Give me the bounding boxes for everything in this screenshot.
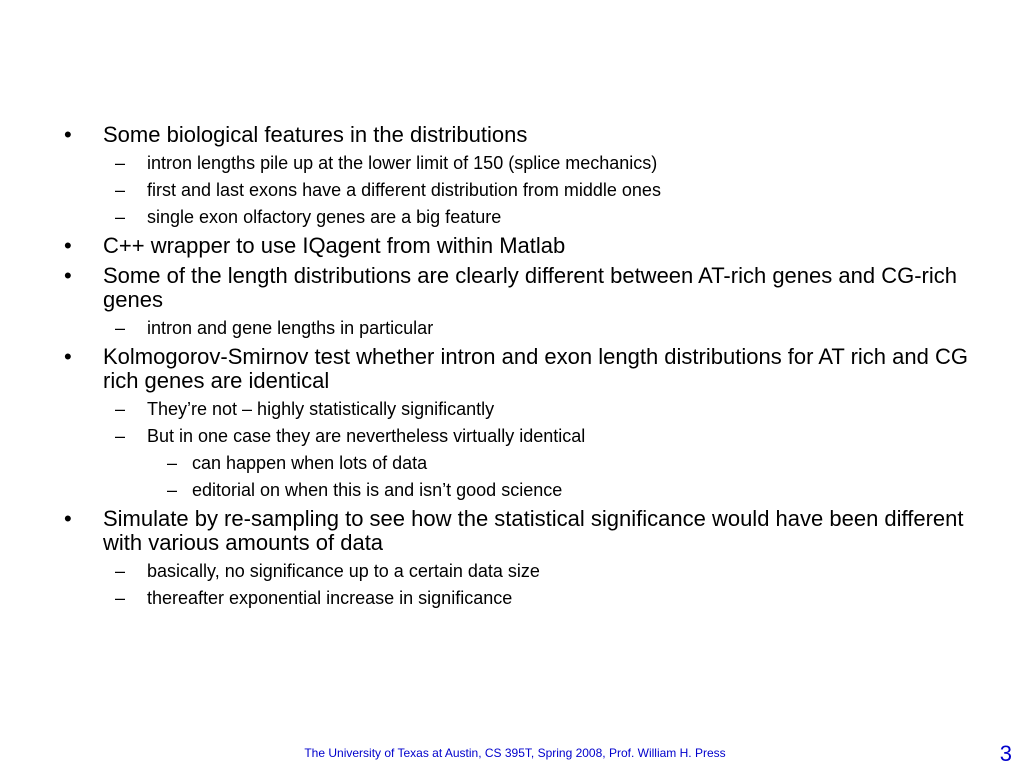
sub-bullet-item [0,179,1024,201]
bullet-marker: • [64,506,72,531]
sub-sub-bullet-text: can happen when lots of data [192,453,428,473]
bullet-text: Kolmogorov-Smirnov test whether intron and exon length distributions for AT rich and CG rich genes are identical [103,344,968,393]
dash-marker: – [115,399,126,419]
sub-bullet-item [0,398,1024,420]
dash-marker: – [115,561,126,581]
bullet-item [0,345,1024,393]
sub-bullet-text: basically, no significance up to a certain data size [147,561,540,581]
sub-bullet-text: single exon olfactory genes are a big feature [147,207,502,227]
bullet-text: C++ wrapper to use IQagent from within Matlab [103,233,566,258]
bullet-text: Some of the length distributions are clearly different between AT-rich genes and CG-rich genes [103,263,957,312]
sub-bullet-item [0,560,1024,582]
bullet-item [0,234,1024,258]
dash-marker: – [167,480,178,500]
bullet-item [0,507,1024,555]
sub-bullet-item [0,587,1024,609]
sub-bullet-text: intron lengths pile up at the lower limit of 150 (splice mechanics) [147,153,658,173]
footer-credit: The University of Texas at Austin, CS 395T, Spring 2008, Prof. William H. Press [304,746,726,760]
bullet-marker: • [64,122,72,147]
sub-bullet-text: intron and gene lengths in particular [147,318,434,338]
bullet-marker: • [64,344,72,369]
sub-bullet-item [0,317,1024,339]
bullet-marker: • [64,263,72,288]
dash-marker: – [115,180,126,200]
sub-bullet-text: They’re not – highly statistically significantly [147,399,495,419]
bullet-item [0,123,1024,147]
sub-sub-bullet-item [0,479,1024,501]
dash-marker: – [115,588,126,608]
sub-bullet-text: first and last exons have a different distribution from middle ones [147,180,661,200]
sub-sub-bullet-item [0,452,1024,474]
dash-marker: – [115,318,126,338]
bullet-text: Simulate by re-sampling to see how the statistical significance would have been different with various amounts of data [103,506,964,555]
sub-bullet-item [0,152,1024,174]
sub-sub-bullet-text: editorial on when this is and isn’t good science [192,480,563,500]
bullet-text: Some biological features in the distributions [103,122,528,147]
sub-bullet-text: But in one case they are nevertheless virtually identical [147,426,586,446]
dash-marker: – [115,207,126,227]
dash-marker: – [115,426,126,446]
dash-marker: – [167,453,178,473]
sub-bullet-text: thereafter exponential increase in significance [147,588,513,608]
bullet-item [0,264,1024,312]
page-number: 3 [999,741,1012,766]
bullet-marker: • [64,233,72,258]
sub-bullet-item [0,206,1024,228]
sub-bullet-item [0,425,1024,447]
dash-marker: – [115,153,126,173]
bullet-list [0,117,1024,609]
